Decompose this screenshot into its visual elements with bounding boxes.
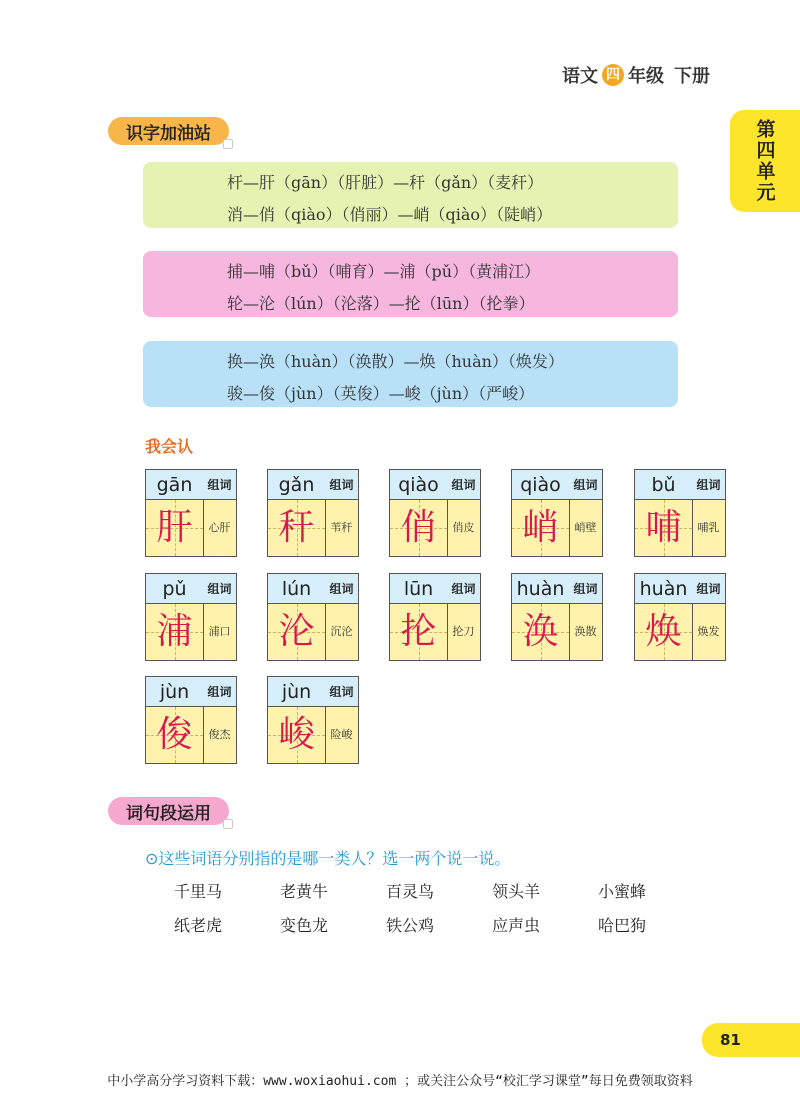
header-subject: 语文 (562, 66, 598, 87)
card-word: 哺乳 (697, 521, 720, 534)
card-pinyin: huàn (512, 574, 570, 604)
card-pinyin: pǔ (146, 574, 204, 604)
char-card (145, 676, 237, 764)
card-char-box (146, 707, 204, 763)
card-word: 苇秆 (330, 521, 353, 534)
card-char-box (390, 500, 448, 556)
char-card (267, 573, 359, 661)
card-character: 俊 (156, 714, 193, 755)
char-card (634, 573, 726, 661)
card-word: 俊杰 (208, 728, 231, 741)
band-line: 捕—哺（bǔ）（哺育）—浦（pǔ）（黄浦江） (227, 262, 541, 281)
card-character: 沦 (278, 611, 315, 652)
card-zuci-label: 组词 (203, 470, 236, 500)
footer-note: 中小学高分学习资料下载：www.woxiaohui.com ；或关注公众号“校汇学习课堂”每日免费领取资料 (107, 1074, 693, 1089)
header-grade-suffix: 年级 (628, 66, 664, 87)
char-card (145, 573, 237, 661)
card-word: 焕发 (697, 625, 720, 638)
char-card (145, 469, 237, 557)
card-pinyin: huàn (635, 574, 693, 604)
card-pinyin: qiào (512, 470, 570, 500)
word-item: 纸老虎 (174, 916, 223, 935)
card-zuci-label: 组词 (325, 470, 358, 500)
card-char-box (268, 707, 326, 763)
char-card (267, 676, 359, 764)
card-char-box (635, 500, 693, 556)
word-item: 哈巴狗 (598, 916, 647, 935)
char-card (389, 469, 481, 557)
exercise-question: ⊙这些词语分别指的是哪一类人？选一两个说一说。 (145, 849, 511, 868)
card-pinyin: jùn (268, 677, 326, 707)
char-card (634, 469, 726, 557)
card-word: 涣散 (574, 625, 597, 638)
card-char-box (390, 604, 448, 660)
card-character: 哺 (645, 507, 682, 548)
char-card (511, 469, 603, 557)
card-character: 峭 (522, 507, 559, 548)
char-band-pink (143, 251, 678, 317)
word-item: 百灵鸟 (386, 882, 435, 901)
card-word: 心肝 (208, 521, 231, 534)
section-label-usage (108, 797, 229, 825)
header-term: 下册 (674, 66, 710, 87)
card-character: 秆 (278, 507, 315, 548)
card-zuci-label: 组词 (447, 574, 480, 604)
card-pinyin: lún (268, 574, 326, 604)
card-zuci-label: 组词 (692, 470, 725, 500)
word-item: 变色龙 (280, 916, 329, 935)
section-label-text: 词句段运用 (126, 803, 211, 824)
unit-tab: 第四单元 (730, 110, 800, 212)
section-label-text: 识字加油站 (126, 123, 211, 144)
band-line: 换—涣（huàn）（涣散）—焕（huàn）（焕发） (227, 352, 564, 371)
card-word: 峭壁 (574, 521, 597, 534)
word-item: 老黄牛 (280, 882, 329, 901)
card-word: 险峻 (330, 728, 353, 741)
char-card (267, 469, 359, 557)
card-zuci-label: 组词 (203, 574, 236, 604)
card-character: 肝 (156, 507, 193, 548)
card-zuci-label: 组词 (569, 470, 602, 500)
word-item: 应声虫 (492, 916, 541, 935)
card-pinyin: qiào (390, 470, 448, 500)
section-label-literacy (108, 117, 229, 145)
card-word: 浦口 (208, 625, 231, 638)
card-pinyin: gān (146, 470, 204, 500)
grade-badge: 四 (602, 64, 624, 86)
label-corner-decoration (223, 139, 233, 149)
word-item: 小蜜蜂 (598, 882, 647, 901)
card-char-box (512, 604, 570, 660)
card-word: 俏皮 (452, 521, 475, 534)
char-card (511, 573, 603, 661)
card-character: 峻 (278, 714, 315, 755)
card-pinyin: bǔ (635, 470, 693, 500)
card-character: 涣 (522, 611, 559, 652)
card-char-box (146, 604, 204, 660)
char-band-green (143, 162, 678, 228)
label-corner-decoration (223, 819, 233, 829)
card-char-box (635, 604, 693, 660)
card-pinyin: gǎn (268, 470, 326, 500)
card-char-box (512, 500, 570, 556)
recognize-title: 我会认 (145, 437, 194, 456)
band-line: 杆—肝（gān）（肝脏）—秆（gǎn）（麦秆） (227, 173, 544, 192)
card-character: 焕 (645, 611, 682, 652)
word-item: 千里马 (174, 882, 223, 901)
card-character: 浦 (156, 611, 193, 652)
band-line: 骏—俊（jùn）（英俊）—峻（jùn）（严峻） (227, 384, 535, 403)
char-band-blue (143, 341, 678, 407)
band-line: 轮—沦（lún）（沦落）—抡（lūn）（抡拳） (227, 294, 535, 313)
card-pinyin: jùn (146, 677, 204, 707)
page-number: 81 (702, 1023, 800, 1057)
card-zuci-label: 组词 (569, 574, 602, 604)
card-word: 抡刀 (452, 625, 475, 638)
card-char-box (146, 500, 204, 556)
word-item: 领头羊 (492, 882, 541, 901)
card-zuci-label: 组词 (692, 574, 725, 604)
card-zuci-label: 组词 (325, 574, 358, 604)
card-char-box (268, 500, 326, 556)
card-zuci-label: 组词 (203, 677, 236, 707)
card-word: 沉沦 (330, 625, 353, 638)
card-pinyin: lūn (390, 574, 448, 604)
char-card (389, 573, 481, 661)
band-line: 消—俏（qiào）（俏丽）—峭（qiào）（陡峭） (227, 205, 553, 224)
card-zuci-label: 组词 (447, 470, 480, 500)
card-char-box (268, 604, 326, 660)
word-item: 铁公鸡 (386, 916, 435, 935)
page-header (562, 62, 710, 88)
card-character: 抡 (400, 611, 437, 652)
card-character: 俏 (400, 507, 437, 548)
card-zuci-label: 组词 (325, 677, 358, 707)
